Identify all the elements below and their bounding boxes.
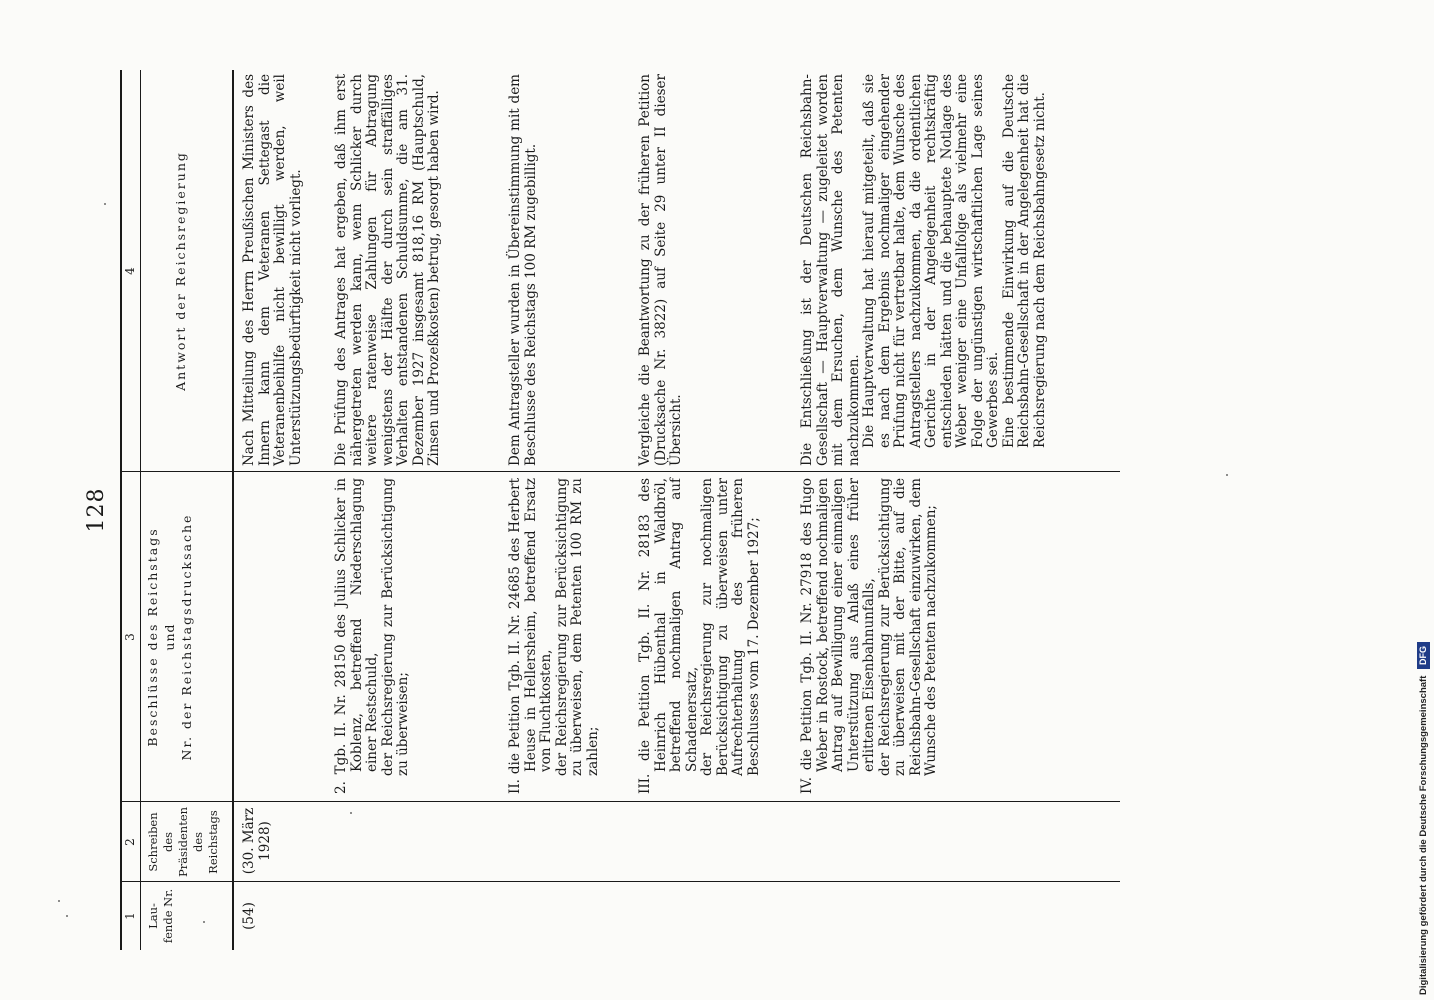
entry-number: (54) [241, 902, 257, 930]
scan-speck [58, 900, 60, 902]
column-number-rule [140, 70, 141, 950]
decision-schlicker-lead: 2. Tgb. II. Nr. 28150 des Julius Schlicker in Koblenz, betreffend Niederschlagung einer Restschuld, [333, 478, 380, 794]
decision-weber [800, 478, 940, 794]
answer-weber-p2: Die Hauptverwaltung hat hierauf mitgeteilt, daß sie es nach dem Ergebnis nochmaliger eingehender Prüfung nicht für vertretbar halte, dem Wunsche des Antragstellers nachzukommen, da die ordentlichen Gerichte in der Angelegenheit rechtskräftig entschieden hätten und die behauptete Notlage des Weber weniger eine Unfallfolge als vielmehr eine Folge der ungünstigen wirtschaftlichen Lage seines Gewerbes sei. [861, 74, 1001, 448]
column-rule-1 [120, 881, 1120, 882]
answer-weber-p1: Die Entschließung ist der Deutschen Reichsbahn-Gesellschaft — Hauptverwaltung — zugeleitet worden mit dem Ersuchen, dem Wunsche des Petenten nachzukommen. [799, 74, 862, 466]
answer-schlicker: Die Prüfung des Antrages hat ergeben, daß ihm erst nähergetreten werden kann, wenn Schlicker durch weitere ratenweise Zahlungen für Abtragung wenigstens der Hälfte der durch sein straffälliges Verhalten entstandenen Schuldsumme, die am 31. Dezember 1927 insgesamt 818,16 RM (Hauptschuld, Zinsen und Prozeßkosten) betrug, gesorgt haben wird. [333, 74, 442, 466]
decision-huebenthal-lead: III. die Petition Tgb. II. Nr. 28183 des Heinrich Hübenthal in Waldbröl, betreffend nochmaligen Antrag auf Schadenersatz, [637, 478, 700, 794]
decision-weber-rest: der Reichsregierung zur Berücksichtigung zu überweisen mit der Bitte, auf die Reichsbahn-Gesellschaft einzuwirken, dem Wunsche des Petenten nachzukommen; [876, 478, 939, 776]
decision-heuse [508, 478, 601, 794]
decision-huebenthal [638, 478, 762, 794]
decision-schlicker [334, 478, 412, 794]
column-rule-3 [120, 471, 1120, 472]
answer-heuse: Dem Antragsteller wurden in Übereinstimmung mit dem Beschlusse des Reichstags 100 RM zugebilligt. [507, 74, 539, 466]
header-decisions-line2: und [162, 623, 177, 651]
column-number-4: 4 [123, 267, 137, 275]
column-number-3: 3 [123, 633, 137, 641]
answer-weber-p3: Eine bestimmende Einwirkung auf die Deutsche Reichsbahn-Gesellschaft in der Angelegenheit hat die Reichsregierung nach dem Reichsbahngesetz nicht. [1000, 74, 1048, 448]
column-rule-2 [120, 801, 1120, 802]
column-number-2: 2 [123, 838, 137, 846]
decision-weber-lead: IV. die Petition Tgb. II. Nr. 27918 des Hugo Weber in Rostock, betreffend nochmaligen Antrag auf Bewilligung einer einmaligen Unterstützung aus Anlaß eines früher erlittenen Eisenbahnunfalls, [799, 478, 877, 794]
header-president-letter: Schreiben des Präsidenten des Reichstags [146, 806, 220, 878]
petition-table [120, 70, 1295, 950]
header-decisions-line1: Beschlüsse des Reichstags [145, 527, 160, 747]
rotated-page-content [80, 70, 1300, 950]
answer-huebenthal: Vergleiche die Beantwortung zu der früheren Petition (Drucksache Nr. 3822) auf Seite 29 unter II dieser Übersicht. [637, 74, 684, 466]
letter-date: (30. März 1928) [241, 807, 273, 875]
page-number: 128 [84, 487, 109, 533]
header-reichstag-decisions [144, 476, 230, 798]
header-decisions-line3: Nr. der Reichstagsdrucksache [179, 513, 194, 761]
decision-schlicker-rest: der Reichsregierung zur Berücksichtigung zu überweisen; [379, 478, 411, 776]
decision-huebenthal-rest: der Reichsregierung zur nochmaligen Berücksichtigung zu überweisen unter Aufrechterhaltung des früheren Beschlusses vom 17. Dezember 1927; [699, 478, 762, 776]
decision-heuse-rest: der Reichsregierung zur Berücksichtigung zu überweisen, dem Petenten 100 RM zu zahlen; [553, 478, 601, 776]
header-government-answer: Antwort der Reichsregierung [173, 151, 188, 391]
answer-weber [800, 74, 1048, 466]
decision-heuse-lead: II. die Petition Tgb. II. Nr. 24685 des Herbert Heuse in Hellersheim, betreffend Ersatz von Fluchtkosten, [507, 478, 554, 794]
column-number-1: 1 [123, 912, 137, 920]
header-entry-number: Lau-fende Nr. [146, 888, 175, 944]
answer-settegast: Nach Mitteilung des Herrn Preußischen Ministers des Innern kann dem Veteranen Settegast die Veteranenbeihilfe nicht bewilligt werden, weil Unterstützungsbedürftigkeit nicht vorliegt. [241, 74, 304, 466]
scan-speck [66, 915, 68, 917]
digitization-credit [1416, 0, 1432, 995]
dfg-logo: DFG [1417, 642, 1430, 669]
credit-text: Digitalisierung gefördert durch die Deutsche Forschungsgemeinschaft [1418, 675, 1429, 995]
